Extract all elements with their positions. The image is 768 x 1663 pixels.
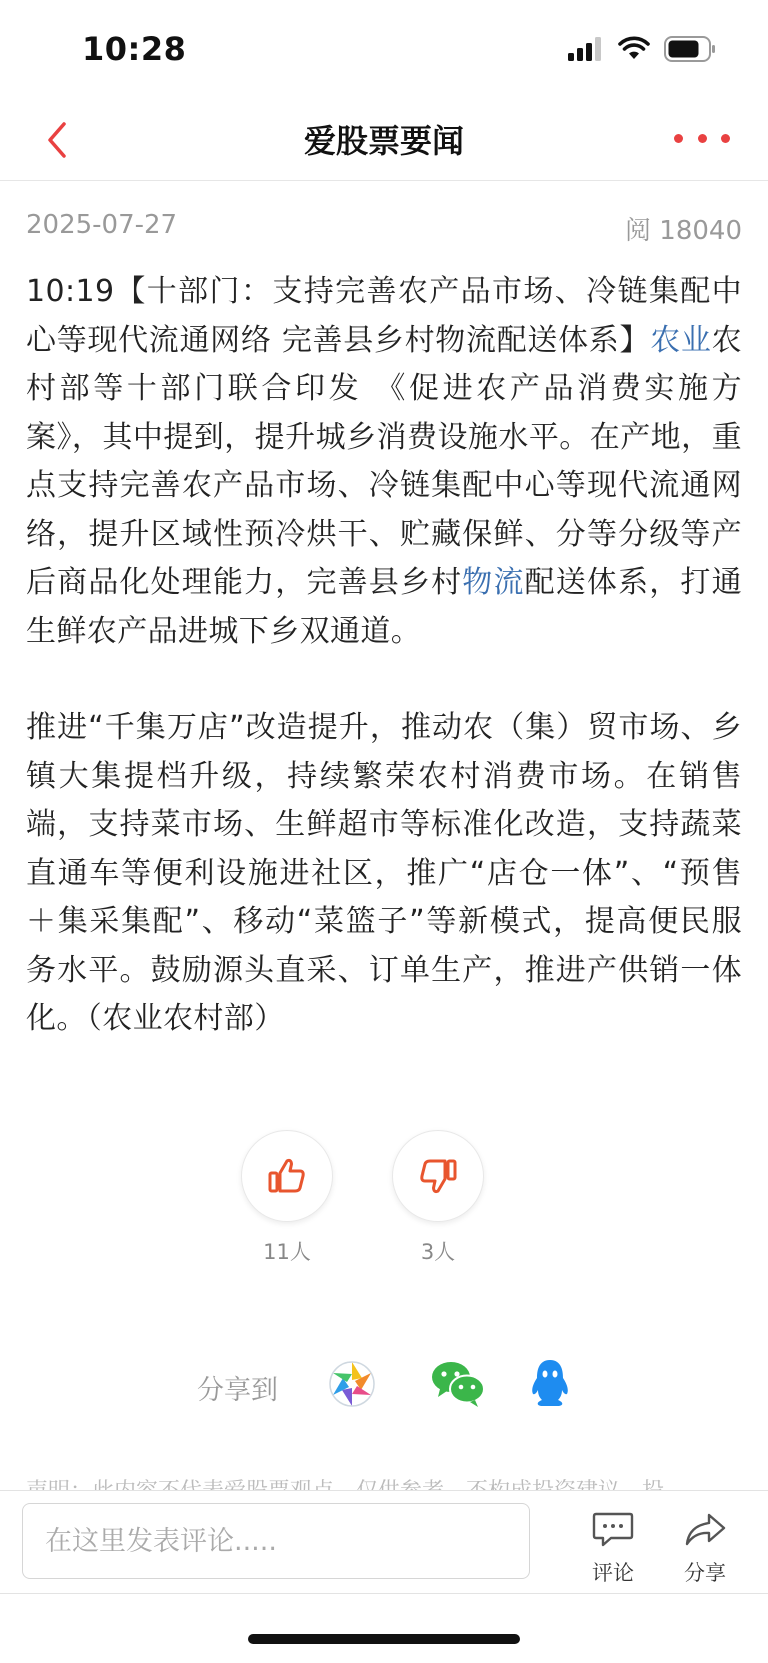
comment-input[interactable] (22, 1503, 530, 1579)
status-icons (568, 36, 716, 62)
like-reaction (241, 1130, 333, 1266)
bottom-bar (0, 1490, 768, 1594)
share-wechat-button[interactable] (430, 1358, 486, 1410)
more-dot-icon (674, 134, 683, 143)
thumbs-up-icon (266, 1155, 308, 1197)
share-label-bottom: 分享 (684, 1561, 726, 1585)
comment-icon (591, 1511, 635, 1549)
article-body (26, 268, 742, 1044)
dislike-button[interactable] (392, 1130, 484, 1222)
page-title: 爱股票要闻 (303, 122, 464, 160)
thumbs-down-icon (417, 1155, 459, 1197)
disclaimer-text (26, 1474, 742, 1490)
article-text: 配送体系，打通生鲜农产品进城下乡双通道。 (26, 565, 742, 649)
share-moments-button[interactable] (326, 1358, 378, 1410)
comment-button[interactable] (578, 1511, 648, 1587)
status-bar (0, 0, 768, 100)
article-text: 10:19【十部门：支持完善农产品市场、冷链集配中心等现代流通网络 完善县乡村物流配送体系】 (26, 274, 742, 358)
cellular-signal-icon (568, 37, 604, 61)
comment-label: 评论 (592, 1561, 634, 1585)
view-count: 阅 18040 (625, 216, 742, 246)
dislike-count: 3人 (420, 1240, 456, 1264)
qq-icon (528, 1358, 572, 1410)
like-count: 11人 (263, 1240, 311, 1264)
article-paragraph (26, 268, 742, 656)
share-button[interactable] (670, 1511, 740, 1587)
article-date: 2025-07-27 (26, 210, 178, 240)
article-meta (26, 210, 742, 246)
article-paragraph: 推进“千集万店”改造提升，推动农（集）贸市场、乡镇大集提档升级，持续繁荣农村消费市场。在销售端，支持菜市场、生鲜超市等标准化改造，支持蔬菜直通车等便利设施进社区，推广“店仓一体”、“预售＋集采集配”、移动“菜篮子”等新模式，提高便民服务水平。鼓励源头直采、订单生产，推进产供销一体化。（农业农村部） (26, 710, 742, 1036)
share-qq-button[interactable] (528, 1358, 572, 1410)
more-dot-icon (698, 134, 707, 143)
keyword-link-agriculture[interactable]: 农业 (650, 322, 712, 358)
wechat-icon (430, 1358, 486, 1410)
dislike-reaction (392, 1130, 484, 1266)
wifi-icon (618, 37, 650, 61)
share-label: 分享到 (197, 1375, 278, 1406)
keyword-link-logistics[interactable]: 物流 (462, 565, 525, 600)
nav-bar (0, 100, 768, 181)
home-indicator[interactable] (248, 1634, 520, 1644)
article-text: 农村部等十部门联合印发 《促进农产品消费实施方案》，其中提到，提升城乡消费设施水平。在产地，重点支持完善农产品市场、冷链集配中心等现代流通网络，提升区域性预冷烘干、贮藏保鲜、分等分级等产后商品化处理能力，完善县乡村 (26, 322, 742, 600)
battery-icon (664, 36, 716, 62)
share-row (0, 1356, 768, 1416)
like-button[interactable] (241, 1130, 333, 1222)
more-dot-icon (721, 134, 730, 143)
moments-icon (326, 1358, 378, 1410)
share-arrow-icon (683, 1511, 727, 1549)
more-button[interactable] (674, 128, 730, 148)
status-time: 10:28 (82, 30, 187, 68)
